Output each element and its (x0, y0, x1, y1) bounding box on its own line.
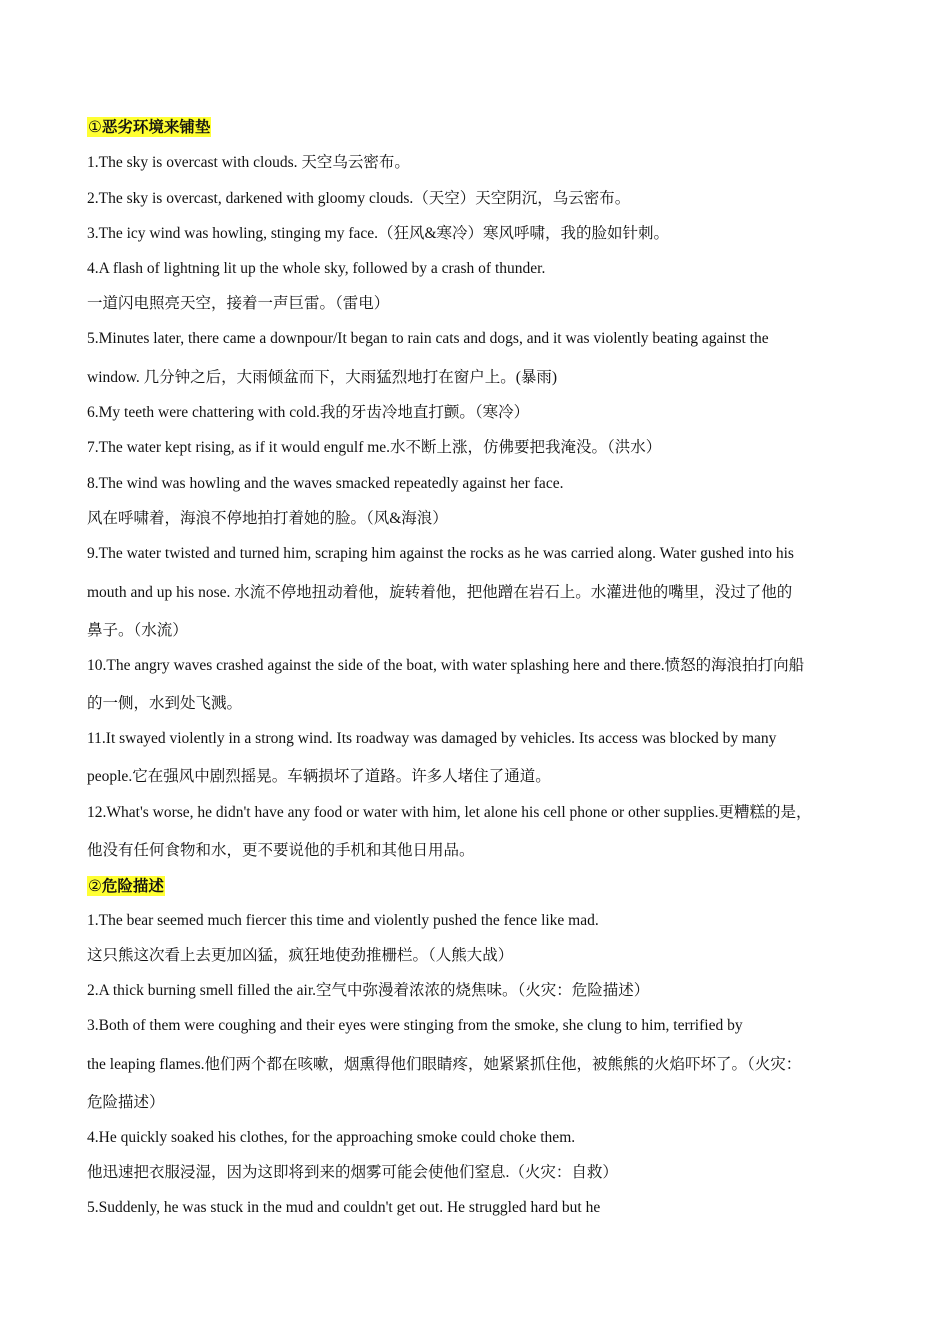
text-line: 他迅速把衣服浸湿，因为这即将到来的烟雾可能会使他们窒息.（火灾：自救） (87, 1164, 618, 1181)
text-line: 风在呼啸着，海浪不停地拍打着她的脸。（风&海浪） (87, 510, 448, 527)
text-line: 6.My teeth were chattering with cold.我的牙齿冷地直打颤。（寒冷） (87, 404, 530, 421)
text-line: 5.Suddenly, he was stuck in the mud and couldn't get out. He struggled hard but he (87, 1199, 601, 1216)
text-line: 11.It swayed violently in a strong wind. Its roadway was damaged by vehicles. Its access was blocked by many (87, 730, 777, 747)
text-line: mouth and up his nose. 水流不停地扭动着他，旋转着他，把他蹭在岩石上。水灌进他的嘴里，没过了他的 (87, 584, 793, 601)
heading-number: ① (88, 118, 102, 136)
text-line: 4.A flash of lightning lit up the whole sky, followed by a crash of thunder. (87, 260, 546, 277)
text-line: 他没有任何食物和水，更不要说他的手机和其他日用品。 (87, 842, 475, 859)
text-line: 7.The water kept rising, as if it would engulf me.水不断上涨，仿佛要把我淹没。（洪水） (87, 439, 662, 456)
text-line: 8.The wind was howling and the waves smacked repeatedly against her face. (87, 475, 564, 492)
text-line: 10.The angry waves crashed against the side of the boat, with water splashing here and there.愤怒的海浪拍打向船 (87, 657, 805, 674)
text-line: 的一侧，水到处飞溅。 (87, 695, 243, 712)
text-line: 3.Both of them were coughing and their eyes were stinging from the smoke, she clung to him, terrified by (87, 1017, 743, 1034)
text-line: 这只熊这次看上去更加凶猛，疯狂地使劲推栅栏。（人熊大战） (87, 947, 514, 964)
text-line: window. 几分钟之后，大雨倾盆而下，大雨猛烈地打在窗户上。(暴雨) (87, 369, 558, 386)
heading-text: 危险描述 (101, 877, 164, 895)
text-line: 12.What's worse, he didn't have any food or water with him, let alone his cell phone or other supplies.更糟糕的是， (87, 804, 812, 821)
heading-number: ② (88, 877, 102, 895)
section-heading-harsh-environment (87, 117, 211, 137)
text-line: 3.The icy wind was howling, stinging my face.（狂风&寒冷）寒风呼啸，我的脸如针刺。 (87, 225, 670, 242)
text-line: the leaping flames.他们两个都在咳嗽，烟熏得他们眼睛疼，她紧紧抓住他，被熊熊的火焰吓坏了。（火灾： (87, 1056, 802, 1073)
text-line: 危险描述） (87, 1094, 165, 1111)
text-line: 1.The bear seemed much fiercer this time and violently pushed the fence like mad. (87, 912, 599, 929)
text-line: 1.The sky is overcast with clouds. 天空乌云密布。 (87, 154, 410, 171)
text-line: 4.He quickly soaked his clothes, for the approaching smoke could choke them. (87, 1129, 576, 1146)
section-heading-danger-description (87, 876, 165, 896)
text-line: 一道闪电照亮天空，接着一声巨雷。（雷电） (87, 295, 390, 312)
text-line: people.它在强风中剧烈摇晃。车辆损坏了道路。许多人堵住了通道。 (87, 768, 551, 785)
text-line: 2.A thick burning smell filled the air.空气中弥漫着浓浓的烧焦味。（火灾：危险描述） (87, 982, 650, 999)
text-line: 9.The water twisted and turned him, scraping him against the rocks as he was carried along. Water gushed into his (87, 545, 794, 562)
text-line: 5.Minutes later, there came a downpour/It began to rain cats and dogs, and it was violently beating against the (87, 330, 769, 347)
text-line: 2.The sky is overcast, darkened with gloomy clouds.（天空）天空阴沉，乌云密布。 (87, 190, 631, 207)
heading-text: 恶劣环境来铺垫 (101, 118, 211, 136)
text-line: 鼻子。（水流） (87, 622, 188, 639)
